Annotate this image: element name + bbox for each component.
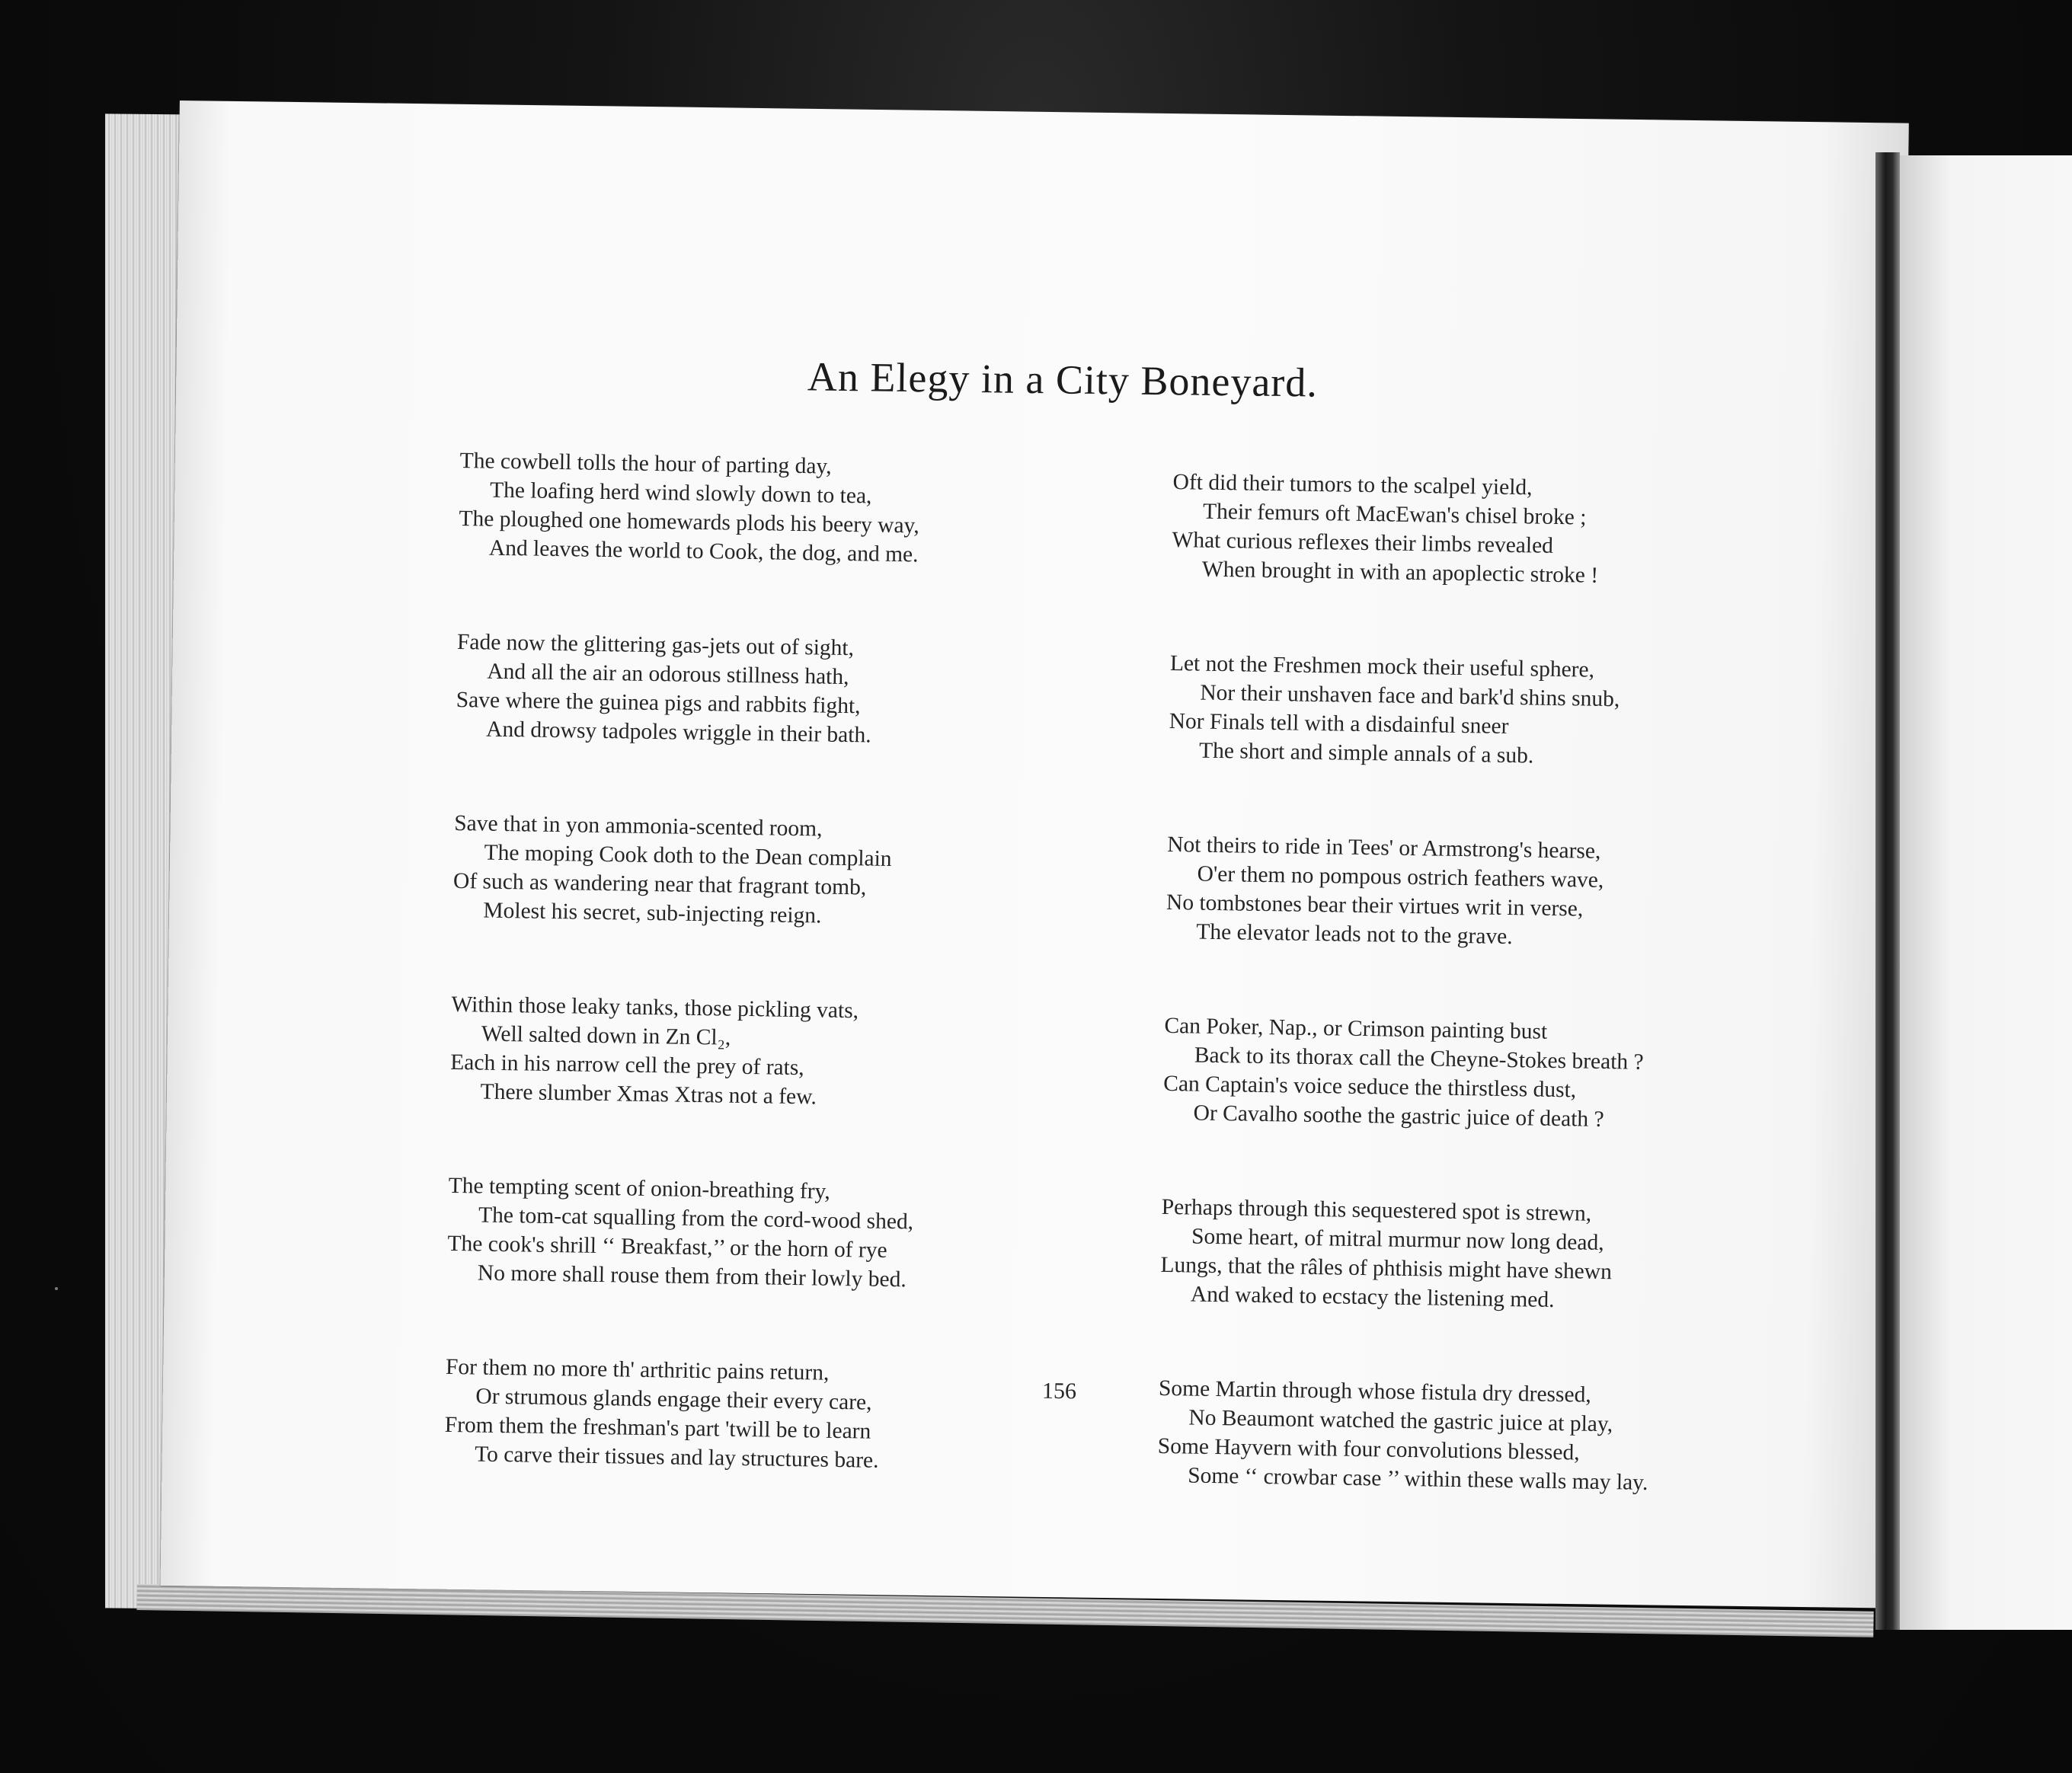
poem-line: Perhaps through this sequestered spot is strewn, <box>1161 1194 1592 1226</box>
poem-line: No more shall rouse them from their lowly bed. <box>477 1260 906 1292</box>
poem-line: Let not the Freshmen mock their useful sphere, <box>1169 650 1595 682</box>
poem-line: And drowsy tadpoles wriggle in their bath. <box>485 717 871 748</box>
poem-line: From them the freshman's part 'twill be to learn <box>444 1412 871 1444</box>
poem-title: An Elegy in a City Boneyard. <box>807 353 1319 406</box>
poem-line: Fade now the glittering gas-jets out of sight, <box>456 629 855 661</box>
poem-line: And all the air an odorous stillness hath, <box>487 659 849 690</box>
poem-line: Their femurs oft MacEwan's chisel broke ; <box>1202 499 1587 530</box>
facing-page <box>1900 155 2072 1630</box>
poem-line: Can Captain's voice seduce the thirstless dust, <box>1163 1071 1577 1103</box>
poem-line: When brought in with an apoplectic stroke ! <box>1201 557 1599 588</box>
poem-line: And leaves the world to Cook, the dog, and me. <box>488 535 919 567</box>
poem-line: There slumber Xmas Xtras not a few. <box>480 1079 817 1110</box>
poem-line: O'er them no pompous ostrich feathers wave, <box>1197 861 1604 893</box>
poem-line: Some Hayvern with four convolutions blessed, <box>1157 1433 1580 1465</box>
poem-line: The short and simple annals of a sub. <box>1198 738 1534 768</box>
poem-line: And waked to ecstacy the listening med. <box>1190 1282 1555 1312</box>
poem-stanza <box>1157 1374 1738 1499</box>
poem-line: Nor their unshaven face and bark'd shins snub, <box>1200 680 1620 712</box>
poem-line: To carve their tissues and lay structures bare. <box>474 1442 879 1473</box>
poem-stanza <box>1166 830 1746 955</box>
book-gutter <box>1875 152 1900 1630</box>
poem-line: No Beaumont watched the gastric juice at play, <box>1188 1405 1613 1437</box>
poem-stanza <box>449 990 1030 1115</box>
poem-line: The tom-cat squalling from the cord-wood shed, <box>478 1203 914 1235</box>
poem-line: Some Martin through whose fistula dry dressed, <box>1158 1375 1591 1407</box>
dust-speck <box>55 1287 58 1290</box>
poem-line: The loafing herd wind slowly down to tea, <box>489 478 872 509</box>
poem-stanza <box>1169 649 1749 774</box>
poem-stanza <box>1172 468 1752 593</box>
poem-line: For them no more th' arthritic pains return, <box>445 1354 830 1385</box>
poem-column-right <box>1156 468 1752 1564</box>
poem-line: Save that in yon ammonia-scented room, <box>453 810 823 842</box>
poem-line: Molest his secret, sub-injecting reign. <box>483 898 822 928</box>
poem-line: Some ‘‘ crowbar case ’’ within these walls may lay. <box>1187 1463 1648 1495</box>
poem-line: Some heart, of mitral murmur now long dead, <box>1191 1224 1604 1256</box>
poem-line: The cook's shrill ‘‘ Breakfast,’’ or the horn of rye <box>447 1231 887 1263</box>
poem-line: Back to its thorax call the Cheyne-Stokes breath ? <box>1194 1043 1644 1075</box>
poem-line: What curious reflexes their limbs revealed <box>1172 527 1554 558</box>
poem-stanza <box>459 446 1039 571</box>
poem-stanza <box>1160 1193 1741 1318</box>
poem-line: Not theirs to ride in Tees' or Armstrong's hearse, <box>1166 832 1601 864</box>
poem-line: The ploughed one homewards plods his beery way, <box>459 506 920 538</box>
poem-line: The cowbell tolls the hour of parting day, <box>459 448 832 479</box>
poem-line: Each in his narrow cell the prey of rats, <box>450 1049 804 1081</box>
poem-line: Or Cavalho soothe the gastric juice of death ? <box>1193 1101 1604 1132</box>
poem-line: Lungs, that the râles of phthisis might have shewn <box>1160 1252 1613 1285</box>
poem-line: Of such as wandering near that fragrant tomb, <box>452 868 867 900</box>
poem-stanza <box>447 1171 1028 1296</box>
poem-line: Can Poker, Nap., or Crimson painting bust <box>1164 1013 1548 1044</box>
poem-line: Save where the guinea pigs and rabbits fight, <box>456 687 861 719</box>
poem-line: The elevator leads not to the grave. <box>1196 919 1513 950</box>
poem-line: Well salted down in Zn Cl₂, <box>481 1021 731 1050</box>
poem-line: The moping Cook doth to the Dean complain <box>484 840 892 871</box>
page-number: 156 <box>1041 1378 1077 1404</box>
poem-line: Oft did their tumors to the scalpel yield, <box>1172 469 1533 500</box>
poem-stanza <box>1162 1011 1743 1136</box>
poem-stanza <box>452 809 1033 934</box>
poem-stanza <box>456 628 1036 752</box>
poem-line: The tempting scent of onion-breathing fry, <box>448 1173 831 1204</box>
poem-line: Or strumous glands engage their every care, <box>475 1384 872 1415</box>
poem-line: No tombstones bear their virtues writ in verse, <box>1166 890 1584 922</box>
poem-line: Nor Finals tell with a disdainful sneer <box>1169 708 1509 739</box>
poem-line: Within those leaky tanks, those pickling vats, <box>451 992 859 1024</box>
poem-stanza <box>444 1353 1025 1478</box>
poem-column-left <box>443 446 1039 1543</box>
